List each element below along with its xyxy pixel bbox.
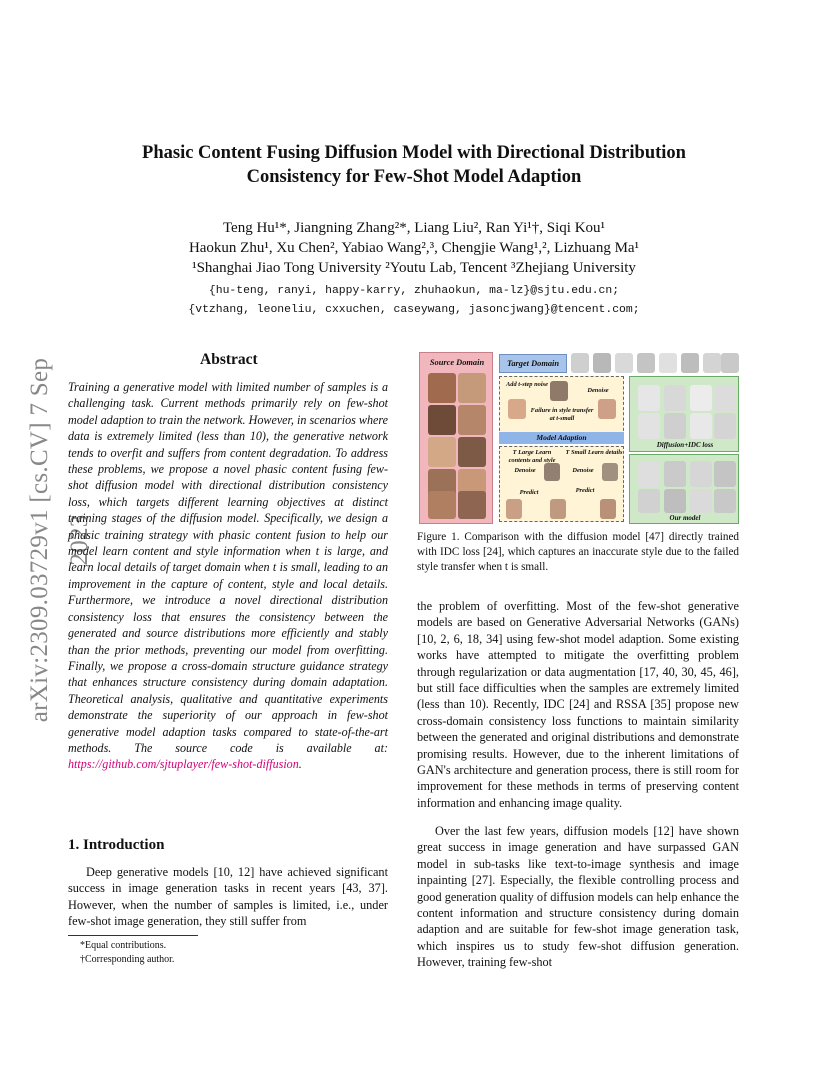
result-sketch-image bbox=[638, 489, 660, 513]
target-sketch-image bbox=[593, 353, 611, 373]
result-sketch-image bbox=[690, 489, 712, 513]
intro-paragraph: Deep generative models [10, 12] have achieved significant success in image generation tasks in recent years [43, 37]. However, when the number of samples is limited, i.e., under few-shot image generation, they still suffer from bbox=[68, 865, 388, 929]
source-face-image bbox=[458, 437, 486, 467]
t-large-label: T Large Learn contents and style bbox=[508, 449, 556, 464]
result-sketch-image bbox=[664, 461, 686, 487]
noisy-face-image bbox=[550, 381, 568, 401]
result-sketch-image bbox=[638, 385, 660, 411]
affiliations: ¹Shanghai Jiao Tong University ²Youtu Lab, Tencent ³Zhejiang University bbox=[192, 260, 636, 276]
our-model-label: Our model bbox=[669, 514, 701, 522]
figure-caption: Figure 1. Comparison with the diffusion model [47] directly trained with IDC loss [24], which captures an inaccurate style due to the failed style transfer when t is small. bbox=[417, 531, 739, 573]
right-paragraph-1: the problem of overfitting. Most of the few-shot generative models are based on Generative Adversarial Networks (GANs) [10, 2, 6, 18, 34] using few-shot model adaption. Some existing works have attempted to mitigate the overfitting problem through regularization or data augmentation [17, 40, 30, 45, 46], but still face difficulties when the samples are extremely limited (less than 10). Recently, IDC [24] and RSSA [35] propose new cross-domain consistency loss functions to maintain similarity between the generated and original distributions and demonstrate promising results. However, due to the inherent limitations of GAN's architecture and generation process, there is still room for improvement for these methods in terms of preserving content information and enhancing image quality. bbox=[417, 599, 739, 810]
noisy-face-image bbox=[544, 463, 560, 481]
denoise-small-label: Denoise bbox=[514, 467, 536, 474]
result-sketch-image bbox=[664, 489, 686, 513]
result-sketch-image bbox=[690, 461, 712, 487]
paper-title bbox=[60, 141, 768, 189]
child-face-image bbox=[508, 399, 526, 419]
idc-label: Diffusion+IDC loss bbox=[656, 441, 714, 449]
result-sketch-image bbox=[714, 489, 736, 513]
abstract-body: Training a generative model with limited number of samples is a challenging task. Current methods primarily rely on few-shot model adaption to train the network. However, in scenarios where data is extremely limited (less than 10), the generative network tends to overfit and suffers from content degradation. To address these problems, we propose a novel phasic content fusing few-shot diffusion model with directional distribution consistency loss, which targets different learning objectives at distinct training stages of the diffusion model. Specifically, we design a phasic training strategy with phasic content fusion to help our model learn content and style information when t is large, and learn local details of target domain when t is small, leading to an improvement in the capture of content, style and local details. Furthermore, we introduce a novel directional distribution consistency loss that ensures the consistency between the generated and source distributions more efficiently and stably than the prior methods, preventing our model from overfitting. Finally, we propose a cross-domain structure guidance strategy that enhances structure consistency during domain adaptation. Theoretical analysis, qualitative and quantitative experiments demonstrate the superiority of our approach in few-shot generative model adaption tasks compared to state-of-the-art methods. The source code is available at: https://github.com/sjtuplayer/few-shot-diffusion. bbox=[68, 380, 388, 772]
noisy-face-image bbox=[602, 463, 618, 481]
target-domain-label: Target Domain bbox=[499, 354, 567, 373]
code-link[interactable]: https://github.com/sjtuplayer/few-shot-diffusion bbox=[68, 757, 299, 772]
title-line-2: Consistency for Few-Shot Model Adaption bbox=[246, 167, 582, 187]
source-face-image bbox=[428, 437, 456, 467]
target-sketch-image bbox=[681, 353, 699, 373]
result-sketch-image bbox=[664, 385, 686, 411]
failure-label: Failure in style transfer at t-small bbox=[530, 407, 594, 422]
source-face-image bbox=[428, 373, 456, 403]
training-phase-box bbox=[499, 446, 624, 522]
result-sketch-image bbox=[714, 461, 736, 487]
predict-label: Predict bbox=[519, 489, 539, 496]
emails-line-2: {vtzhang, leoneliu, cxxuchen, caseywang, jasoncjwang}@tencent.com; bbox=[188, 304, 640, 316]
footnote-corresponding: †Corresponding author. bbox=[80, 954, 175, 965]
footnote-rule bbox=[68, 935, 198, 936]
result-sketch-image bbox=[638, 413, 660, 439]
abstract-text: Training a generative model with limited number of samples is a challenging task. Current methods primarily rely on few-shot model adaption to train the network. However, in scenarios where data is extremely limited (less than 10), the generative network tends to overfit and suffers from content degradation. To address these problems, we propose a novel phasic content fusing few-shot diffusion model with directional distribution consistency loss, which targets different learning objectives at distinct training stages of the diffusion model. Specifically, we design a phasic training strategy with phasic content fusion to help our model learn content and style information when t is large, and learn local details of target domain when t is small, leading to an improvement in the capture of content, style and local details. Furthermore, we introduce a novel directional distribution consistency loss that ensures the consistency between the generated and source distributions more efficiently and stably than the prior methods, preventing our model from overfitting. Finally, we propose a cross-domain structure guidance strategy that enhances structure consistency during domain adaptation. Theoretical analysis, qualitative and quantitative experiments demonstrate the superiority of our approach in few-shot generative model adaption tasks compared to state-of-the-art methods. The source code is available at: bbox=[68, 380, 388, 755]
denoise-label: Denoise bbox=[587, 387, 609, 394]
footnote-equal: *Equal contributions. bbox=[80, 940, 167, 951]
abstract-heading: Abstract bbox=[200, 351, 258, 368]
source-domain-label: Source Domain bbox=[429, 358, 485, 367]
title-line-1: Phasic Content Fusing Diffusion Model with Directional Distribution bbox=[142, 143, 686, 163]
result-sketch-image bbox=[714, 385, 736, 411]
predict-label-2: Predict bbox=[575, 487, 595, 494]
source-face-image bbox=[458, 405, 486, 435]
target-sketch-image bbox=[721, 353, 739, 373]
source-domain-panel bbox=[419, 352, 493, 524]
arxiv-side-banner: arXiv:2309.03729v1 [cs.CV] 7 Sep 2023 bbox=[26, 357, 93, 723]
target-sketch-image bbox=[571, 353, 589, 373]
add-noise-label: Add t-step noise bbox=[506, 381, 548, 388]
result-sketch-image bbox=[690, 413, 712, 439]
denoised-face-image bbox=[598, 399, 616, 419]
our-model-result-box bbox=[629, 454, 739, 524]
emails-line-1: {hu-teng, ranyi, happy-karry, zhuhaokun, ma-lz}@sjtu.edu.cn; bbox=[208, 285, 620, 297]
model-adaption-bar: Model Adaption bbox=[499, 432, 624, 444]
source-face-image bbox=[458, 373, 486, 403]
authors-line-1: Teng Hu¹*, Jiangning Zhang²*, Liang Liu², Ran Yi¹†, Siqi Kou¹ bbox=[222, 220, 606, 236]
source-face-image bbox=[428, 491, 456, 519]
man-face-image bbox=[506, 499, 522, 519]
failure-example-box bbox=[499, 376, 624, 436]
authors-line-2: Haokun Zhu¹, Xu Chen², Yabiao Wang²,³, Chengjie Wang¹,², Lizhuang Ma¹ bbox=[188, 240, 640, 256]
man-face-image bbox=[550, 499, 566, 519]
denoise-small-label-2: Denoise bbox=[572, 467, 594, 474]
source-face-image bbox=[458, 491, 486, 519]
result-sketch-image bbox=[714, 413, 736, 439]
figure-1 bbox=[419, 352, 739, 524]
target-sketch-image bbox=[615, 353, 633, 373]
source-face-image bbox=[428, 405, 456, 435]
right-paragraph-2: Over the last few years, diffusion models [12] have shown great success in image generation and have surpassed GAN model in sub-tasks like text-to-image synthesis and image inpainting [27]. Especially, the flexible controlling process and good generation quality of diffusion models can help enhance the content information and structure consistency during domain adaption and are suitable for few-shot image generation task, which inspires us to study few-shot diffusion generation. However, training few-shot bbox=[417, 824, 739, 970]
man-face-image bbox=[600, 499, 616, 519]
result-sketch-image bbox=[638, 461, 660, 487]
section-heading: 1. Introduction bbox=[68, 837, 165, 853]
result-sketch-image bbox=[664, 413, 686, 439]
result-sketch-image bbox=[690, 385, 712, 411]
target-sketch-image bbox=[703, 353, 721, 373]
target-sketch-image bbox=[637, 353, 655, 373]
idc-result-box bbox=[629, 376, 739, 452]
t-small-label: T Small Learn details bbox=[565, 449, 623, 456]
target-sketch-image bbox=[659, 353, 677, 373]
